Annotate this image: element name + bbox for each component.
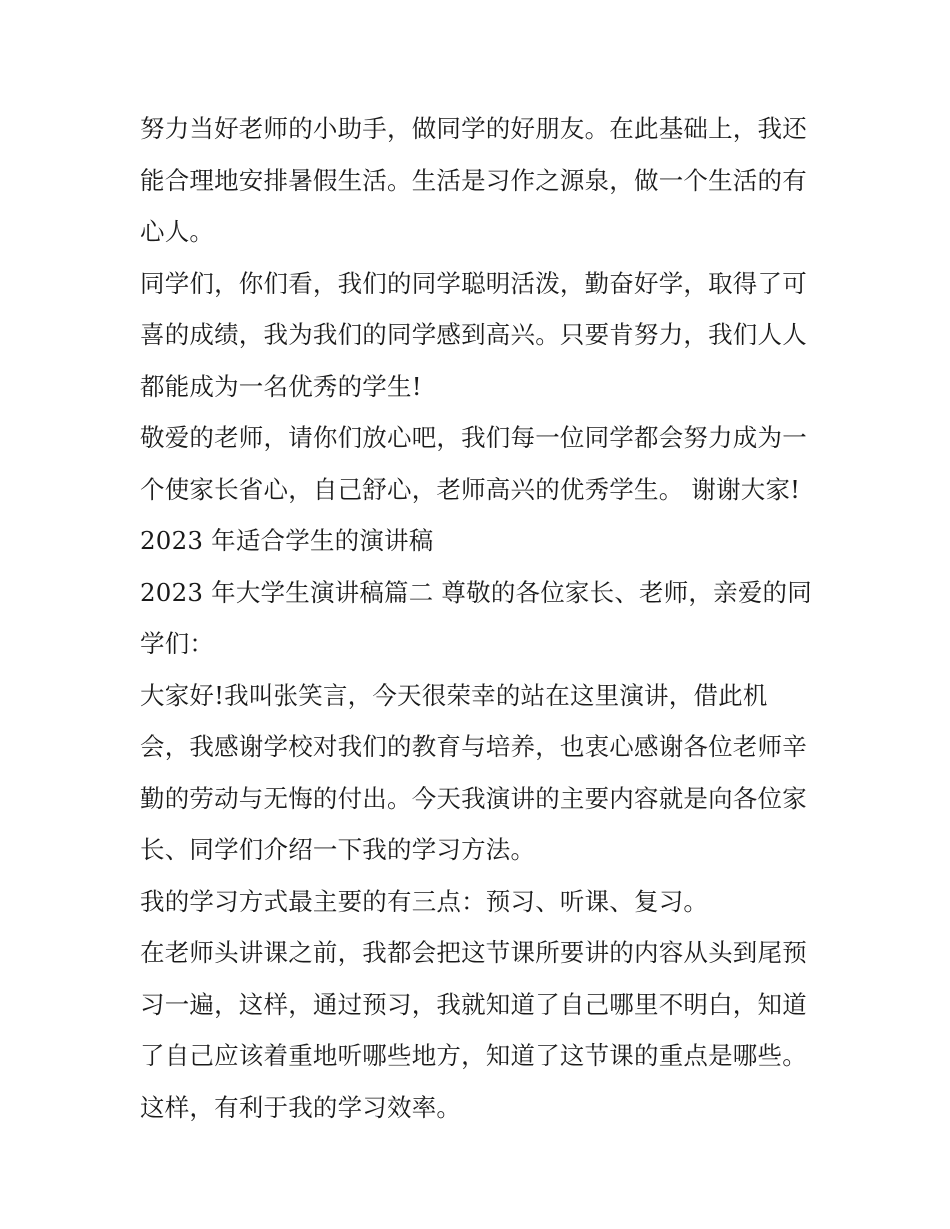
text-line: 大家好!我叫张笑言，今天很荣幸的站在这里演讲，借此机 bbox=[140, 680, 768, 710]
document-body bbox=[140, 103, 820, 1133]
text-line: 勤的劳动与无悔的付出。今天我演讲的主要内容就是向各位家 bbox=[140, 783, 807, 813]
text-line: 习一遍，这样，通过预习，我就知道了自己哪里不明白，知道 bbox=[140, 989, 807, 1019]
text-line: 同学们，你们看，我们的同学聪明活泼，勤奋好学，取得了可 bbox=[140, 268, 807, 298]
text-line: 长、同学们介绍一下我的学习方法。 bbox=[140, 835, 536, 864]
text-line: 了自己应该着重地听哪些地方，知道了这节课的重点是哪些。 bbox=[140, 1041, 807, 1070]
text-line: 喜的成绩，我为我们的同学感到高兴。只要肯努力，我们人人 bbox=[140, 320, 807, 349]
text-line: 在老师头讲课之前，我都会把这节课所要讲的内容从头到尾预 bbox=[140, 938, 807, 967]
text-line: 心人。 bbox=[140, 217, 215, 246]
text-line: 2023 年大学生演讲稿篇二 尊敬的各位家长、老师，亲爱的同 bbox=[140, 577, 812, 607]
text-line: 这样，有利于我的学习效率。 bbox=[140, 1092, 462, 1122]
text-line: 都能成为一名优秀的学生! bbox=[140, 371, 422, 401]
text-line: 学们： bbox=[140, 629, 215, 658]
text-line: 能合理地安排暑假生活。生活是习作之源泉，做一个生活的有 bbox=[140, 165, 807, 195]
text-line: 我的学习方式最主要的有三点：预习、听课、复习。 bbox=[140, 886, 709, 916]
section-heading: 2023 年适合学生的演讲稿 bbox=[140, 526, 434, 555]
text-line: 努力当好老师的小助手，做同学的好朋友。在此基础上，我还 bbox=[140, 114, 807, 143]
text-line: 会，我感谢学校对我们的教育与培养，也衷心感谢各位老师辛 bbox=[140, 732, 807, 761]
text-line: 敬爱的老师，请你们放心吧，我们每一位同学都会努力成为一 bbox=[140, 423, 807, 452]
text-line: 个使家长省心，自己舒心，老师高兴的优秀学生。 谢谢大家! bbox=[140, 474, 801, 504]
